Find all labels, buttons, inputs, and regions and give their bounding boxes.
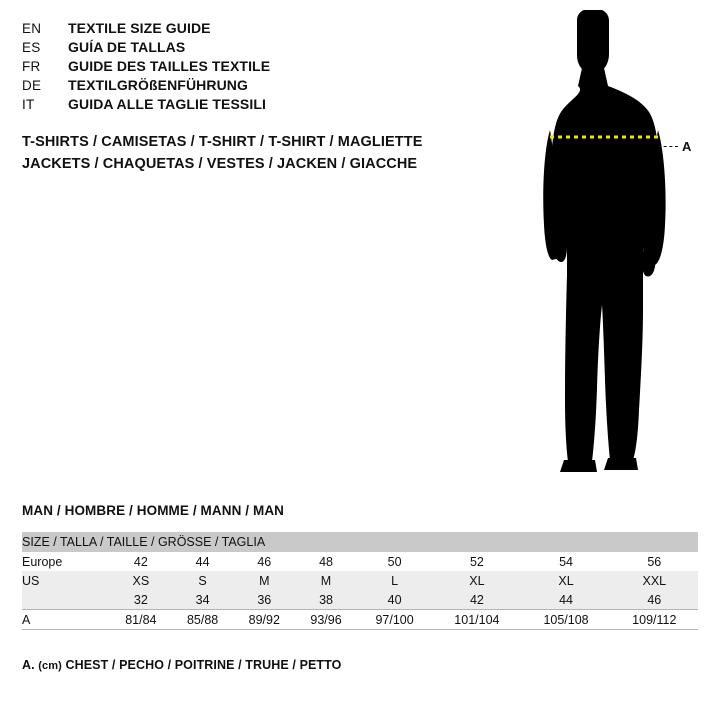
cell-value: L [357, 571, 432, 590]
cell-value: 36 [233, 590, 295, 610]
row-label-europe: Europe [22, 552, 110, 571]
row-label-a: A [22, 610, 110, 630]
cell-value: 109/112 [611, 610, 698, 630]
footnote-unit: (cm) [38, 660, 62, 672]
row-label-us-numeric [22, 590, 110, 610]
size-table [22, 532, 698, 630]
row-label-us: US [22, 571, 110, 590]
table-row [22, 590, 698, 610]
cell-value: 50 [357, 552, 432, 571]
cell-value: XS [110, 571, 172, 590]
language-row [22, 77, 492, 96]
cell-value: 42 [432, 590, 521, 610]
cell-value: XL [521, 571, 610, 590]
cell-value: 34 [172, 590, 234, 610]
cell-value: 44 [172, 552, 234, 571]
table-header-row [22, 532, 698, 552]
chest-marker-label: A [682, 139, 692, 154]
cell-value: 89/92 [233, 610, 295, 630]
language-row [22, 20, 492, 39]
table-row [22, 610, 698, 630]
cell-value: S [172, 571, 234, 590]
cell-value: XL [432, 571, 521, 590]
cell-value: 46 [611, 590, 698, 610]
cell-value: 44 [521, 590, 610, 610]
cell-value: M [295, 571, 357, 590]
garment-category-jackets: JACKETS / CHAQUETAS / VESTES / JACKEN / GIACCHE [22, 156, 418, 172]
cell-value: 46 [233, 552, 295, 571]
language-title: TEXTILE SIZE GUIDE [68, 20, 211, 36]
cell-value: 105/108 [521, 610, 610, 630]
language-title: GUIDA ALLE TAGLIE TESSILI [68, 96, 266, 112]
table-row [22, 552, 698, 571]
language-code: EN [22, 21, 42, 36]
table-row [22, 571, 698, 590]
language-title-block [22, 20, 492, 115]
language-code: ES [22, 40, 41, 55]
language-code: DE [22, 78, 42, 93]
cell-value: 85/88 [172, 610, 234, 630]
garment-category-tshirts: T-SHIRTS / CAMISETAS / T-SHIRT / T-SHIRT / MAGLIETTE [22, 134, 423, 150]
language-title: GUÍA DE TALLAS [68, 39, 186, 55]
table-header-label: SIZE / TALLA / TAILLE / GRÖSSE / TAGLIA [22, 532, 698, 552]
cell-value: 81/84 [110, 610, 172, 630]
cell-value: 40 [357, 590, 432, 610]
language-row [22, 96, 492, 115]
cell-value: XXL [611, 571, 698, 590]
chest-leader-line [658, 146, 678, 147]
cell-value: 54 [521, 552, 610, 571]
cell-value: 97/100 [357, 610, 432, 630]
language-code: IT [22, 97, 35, 112]
cell-value: 38 [295, 590, 357, 610]
language-code: FR [22, 59, 41, 74]
footnote-text: CHEST / PECHO / POITRINE / TRUHE / PETTO [65, 658, 342, 672]
cell-value: 93/96 [295, 610, 357, 630]
cell-value: 32 [110, 590, 172, 610]
silhouette-svg [500, 10, 710, 480]
cell-value: M [233, 571, 295, 590]
language-title: TEXTILGRÖßENFÜHRUNG [68, 77, 249, 93]
language-title: GUIDE DES TAILLES TEXTILE [68, 58, 271, 74]
cell-value: 56 [611, 552, 698, 571]
footnote [22, 658, 342, 672]
cell-value: 52 [432, 552, 521, 571]
language-row [22, 58, 492, 77]
cell-value: 101/104 [432, 610, 521, 630]
cell-value: 48 [295, 552, 357, 571]
garment-category-block [22, 131, 502, 175]
male-silhouette-figure [500, 10, 710, 480]
table-section-title: MAN / HOMBRE / HOMME / MANN / MAN [22, 503, 285, 518]
cell-value: 42 [110, 552, 172, 571]
footnote-prefix: A. [22, 658, 35, 672]
language-row [22, 39, 492, 58]
